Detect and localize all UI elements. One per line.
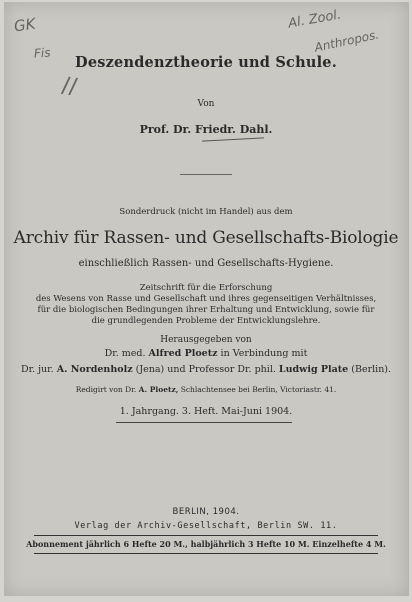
author-name: Prof. Dr. Friedr. Dahl. bbox=[139, 123, 273, 136]
price-rule-bottom bbox=[34, 553, 378, 554]
journal-description-line: die grundlegenden Probleme der Entwicklungslehre. bbox=[91, 316, 321, 326]
pencil-annotation-left: Fis bbox=[33, 45, 51, 61]
publisher: Verlag der Archiv-Gesellschaft, Berlin SW. 11. bbox=[74, 521, 338, 531]
editors-line-2 bbox=[4, 364, 408, 375]
document-page bbox=[4, 2, 409, 596]
by-label: Von bbox=[197, 99, 215, 109]
pencil-annotation-top-right-1: Al. Zool. bbox=[287, 7, 343, 32]
city-year: BERLIN, 1904. bbox=[172, 507, 240, 517]
editor-name: Ludwig Plate bbox=[278, 364, 349, 375]
issue-info: 1. Jahrgang. 3. Heft. Mai-Juni 1904. bbox=[119, 406, 293, 417]
article-title: Deszendenztheorie und Schule. bbox=[75, 54, 337, 71]
divider-rule bbox=[180, 174, 232, 175]
editor-connector: (Jena) und Professor Dr. phil. bbox=[135, 364, 276, 375]
issue-underline bbox=[116, 422, 292, 423]
pencil-annotation-top-left: GK bbox=[12, 14, 37, 36]
editor-title: Dr. jur. bbox=[20, 364, 54, 375]
editor-location: (Berlin). bbox=[351, 364, 392, 375]
pencil-annotation-top-right-2: Anthropos. bbox=[313, 27, 381, 55]
redaction-prefix: Redigirt von Dr. bbox=[75, 385, 137, 394]
journal-description-line: des Wesens von Rasse und Gesellschaft und ihres gegenseitigen Verhältnisses, bbox=[35, 294, 377, 304]
pencil-stroke-mark: // bbox=[60, 73, 79, 100]
price-rule-top bbox=[34, 535, 378, 536]
redaction-name: A. Ploetz, bbox=[138, 385, 179, 394]
editor-name: Alfred Ploetz bbox=[148, 348, 218, 359]
redaction-line bbox=[4, 385, 408, 394]
journal-subtitle: einschließlich Rassen- und Gesellschafts-Hygiene. bbox=[78, 258, 334, 269]
editors-intro: Herausgegeben von bbox=[160, 335, 252, 345]
editors-line-1 bbox=[4, 348, 408, 359]
editor-name: A. Nordenholz bbox=[56, 364, 133, 375]
journal-description-line: für die biologischen Bedingungen ihrer Erhaltung und Entwicklung, sowie für bbox=[37, 305, 375, 315]
editor-connector: in Verbindung mit bbox=[220, 348, 308, 359]
subscription-price: Abonnement jährlich 6 Hefte 20 M., halbjährlich 3 Hefte 10 M. Einzelhefte 4 M. bbox=[26, 539, 386, 549]
journal-description-line: Zeitschrift für die Erforschung bbox=[139, 283, 273, 293]
journal-name: Archiv für Rassen- und Gesellschafts-Biologie bbox=[13, 228, 399, 248]
editor-title: Dr. med. bbox=[104, 348, 146, 359]
redaction-address: Schlachtensee bei Berlin, Victoriastr. 41. bbox=[180, 385, 337, 394]
offprint-note: Sonderdruck (nicht im Handel) aus dem bbox=[119, 207, 293, 217]
pencil-underline bbox=[202, 137, 264, 141]
